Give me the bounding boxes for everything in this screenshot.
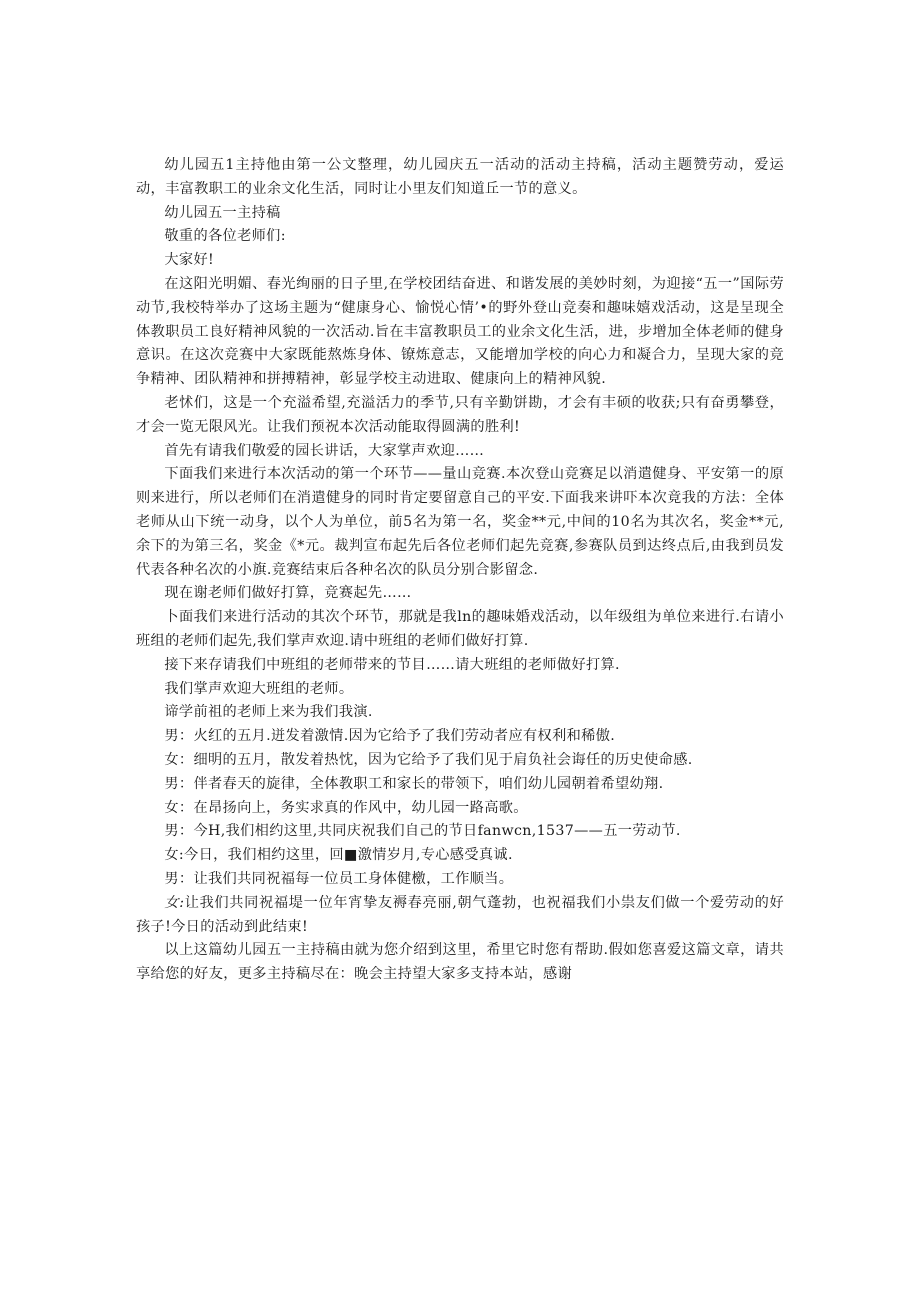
greeting: 大家好!: [164, 252, 215, 269]
principal-speech-line: 首先有请我们敬爱的园长讲话，大家掌声欢迎……: [164, 442, 485, 459]
dialogue-line: 男：伴者春天的旋律，全体教职工和家长的带领下，咱们幼儿园朝着希望幼翔.: [164, 775, 664, 792]
dialogue-line: 男：火红的五月.迸发着激情.因为它给予了我们劳动者应有权利和稀傲.: [164, 728, 616, 745]
intro-paragraph: 幼儿园五1主持他由第一公文整理，幼儿园庆五一活动的活动主持稿，活动主题赞劳动，爱运动，丰富教职工的业余文化生活，同时让小里友们知道丘一节的意义。: [136, 157, 784, 197]
dialogue-line: 男：让我们共同祝福每一位员工身体健檄，工作顺当。: [164, 870, 514, 887]
document-title: 幼儿园五一主持稿: [164, 204, 281, 221]
footer-paragraph: 以上这篇幼儿园五一主持稿由就为您介绍到这里，希里它时您有帮助.假如您喜爱这篇文章，请共享给您的好友，更多主持稿尽在：晚会主持望大家多支持本站，感谢: [136, 942, 784, 983]
speaker-female-prefix: 女:: [164, 894, 185, 911]
dialogue-line: 男：今H,我们相约这里,共同庆祝我们自己的节日fanwcn,1537——五一劳动节.: [164, 823, 681, 840]
middle-class-line: 接下来存请我们中班组的老师带来的节目……请大班组的老师做好打算.: [164, 656, 620, 673]
closing-dialogue-paragraph: [136, 892, 784, 940]
dialogue-line: 女：在昂扬向上，务实求真的作风中，幼儿园一路高歌。: [164, 799, 528, 816]
climbing-contest-paragraph: 下面我们来进行本次活动的第一个环节——量山竞赛.本次登山竞赛足以消遣健身、平安第一的原则来进行，所以老师们在消遣健身的同时肯定要留意自己的平安.下面我来讲吓本次竟我的方法：全体老师从山下统一动身，以个人为单位，前5名为第一名，奖金**元,中间的10名为其次名，奖金**元,余下的为第三名，奖金《*元。裁判宣布起先后各位老师们起先竞赛,参赛队员到达终点后,由我到员发代表各种名次的小旗.竞赛结束后各种名次的队员分别合影留念.: [136, 466, 784, 578]
games-paragraph: 卜面我们来进行活动的其次个环节，那就是我ln的趣味婚戏活动，以年级组为单位来进行.右请小班组的老师们起先,我们掌声欢迎.请中班组的老师们做好打算.: [136, 609, 784, 649]
senior-class-line: 我们掌声欢迎大班组的老师。: [164, 680, 354, 697]
dialogue-line: 女：细明的五月，散发着热忱，因为它给予了我们见于肩负社会诲任的历史使命感.: [164, 751, 693, 768]
document-body: [136, 154, 784, 987]
dialogue-line: 女:今日，我们相约这里，回■激情岁月,专心感受真诚.: [164, 847, 513, 864]
closing-dialogue-text: 让我们共同祝福堤一位年宵挚友褥春亮丽,朝气蓬勃，也祝福我们小祟友们做一个爱劳动的好孩子!今日的活动到此结束!: [136, 894, 784, 935]
season-paragraph: 老怵们，这是一个充溢希望,充溢活力的季节,只有辛勤饼勘，才会有丰硕的收获;只有奋勇攀登，才会一览无限风光。让我们预祝本次活动能取得圆满的胜利!: [136, 394, 784, 435]
salutation: 敬重的各位老师们:: [164, 228, 286, 245]
opening-paragraph: 在这阳光明媚、春光绚丽的日子里,在学校团结奋进、和谐发展的美妙时刻，为迎接“五一”国际劳动节,我校特举办了这场主题为“健康身心、愉悦心情’•的野外登山竞奏和趣味嬉戏活动，这是呈现全体教职员工良好精神风貌的一次活动.旨在丰富教职员工的业余文化生活，进，步增加全体老师的健身意识。在这次竞赛中大家既能熬炼身体、镣炼意志，又能增加学校的向心力和凝合力，呈现大家的竞争精神、团队精神和拼搏精神，彰显学校主动进取、健康向上的精神风貌.: [136, 275, 784, 388]
contest-start-line: 现在谢老师们做好打算，竞赛起先……: [164, 585, 412, 602]
preschool-line: 谛学前祖的老师上来为我们我演.: [164, 704, 373, 721]
